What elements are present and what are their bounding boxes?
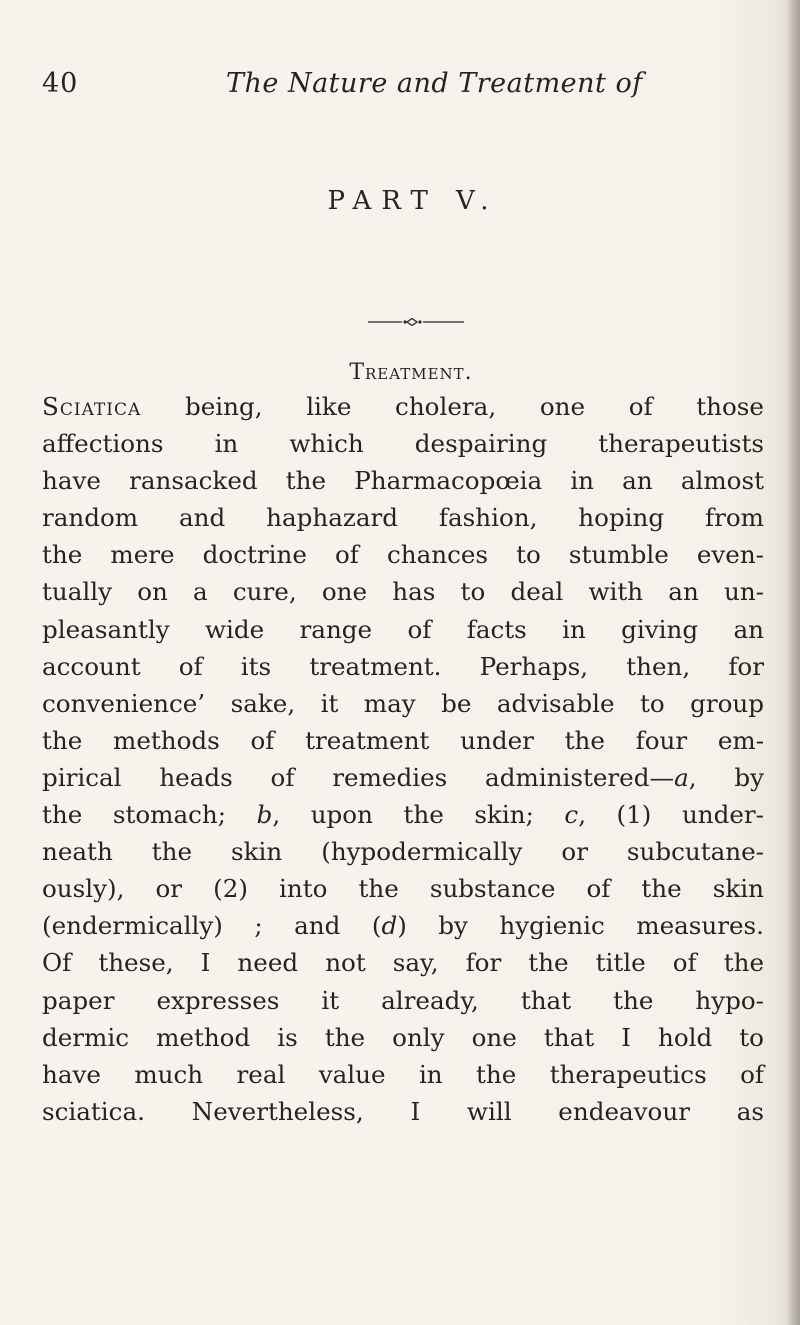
- text-line: the stomach; b, upon the skin; c, (1) under-: [42, 800, 764, 830]
- part-heading: PART V.: [327, 186, 499, 216]
- text-line: affections in which despairing therapeutists: [42, 429, 764, 459]
- text-line: convenience’ sake, it may be advisable to group: [42, 688, 764, 718]
- text-line: dermic method is the only one that I hold to: [42, 1022, 764, 1052]
- text-line: have much real value in the therapeutics of: [42, 1059, 764, 1089]
- text-line: tually on a cure, one has to deal with an un-: [42, 577, 764, 607]
- text-line: have ransacked the Pharmacopœia in an almost: [42, 466, 764, 496]
- text-line: account of its treatment. Perhaps, then, for: [42, 651, 764, 681]
- text-line: pleasantly wide range of facts in giving an: [42, 614, 764, 644]
- section-heading: Treatment.: [349, 360, 473, 385]
- text-line: paper expresses it already, that the hypo-: [42, 985, 764, 1015]
- text-line: (endermically) ; and (d) by hygienic measures.: [42, 911, 764, 941]
- running-title: The Nature and Treatment of: [226, 68, 643, 99]
- text-line: random and haphazard fashion, hoping from: [42, 503, 764, 533]
- ornament-rule-icon: [368, 318, 464, 326]
- text-line: ously), or (2) into the substance of the skin: [42, 874, 764, 904]
- text-line: Sciatica being, like cholera, one of those: [42, 392, 764, 421]
- text-line: sciatica. Nevertheless, I will endeavour as: [42, 1096, 764, 1126]
- text-line: neath the skin (hypodermically or subcutane-: [42, 837, 764, 867]
- text-line: Of these, I need not say, for the title of the: [42, 948, 764, 978]
- text-line: pirical heads of remedies administered—a, by: [42, 762, 764, 792]
- running-head: [42, 68, 702, 108]
- lead-word: Sciatica: [42, 392, 142, 421]
- text-line: the methods of treatment under the four em-: [42, 725, 764, 755]
- body-paragraph: [42, 388, 764, 1130]
- text-line: the mere doctrine of chances to stumble even-: [42, 540, 764, 570]
- page-number: 40: [42, 68, 79, 99]
